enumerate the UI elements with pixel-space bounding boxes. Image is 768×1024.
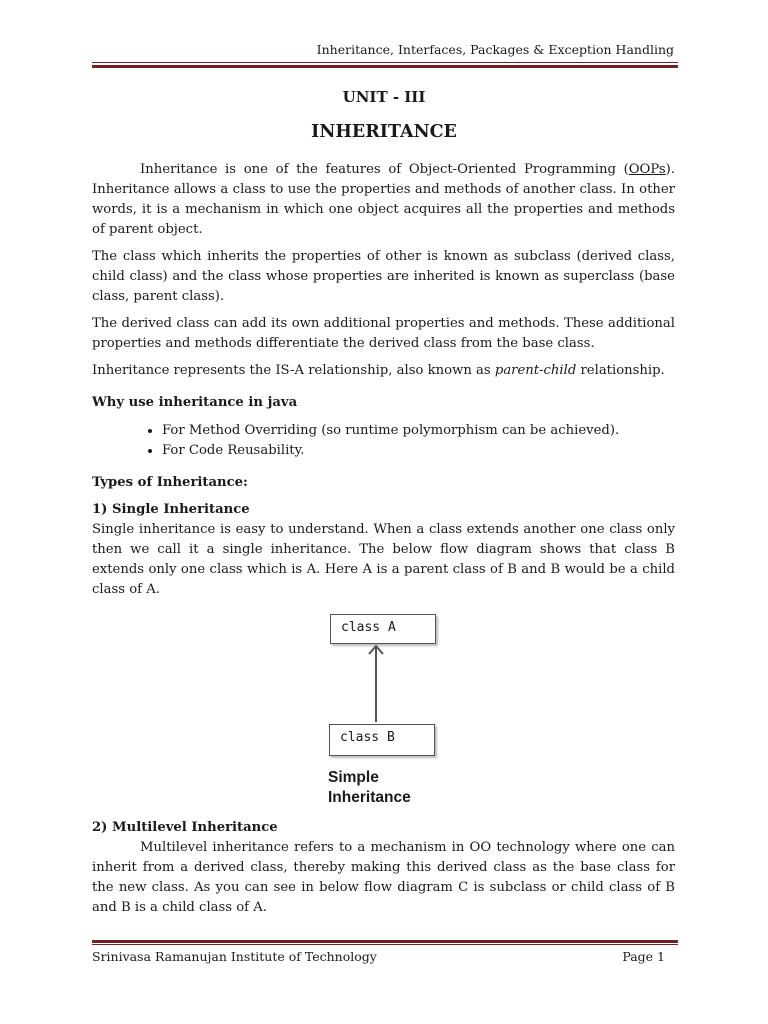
multilevel-paragraph: Multilevel inheritance refers to a mechanism in OO technology where one can inherit from a derived class, thereby making this derived class as the base class for the new class. As you can see in below flow diagram C is subclass or child class of B and B is a child class of A. [92,840,675,915]
single-heading: 1) Single Inheritance [92,502,250,517]
diagram-caption: Simple Inheritance [328,769,411,806]
list-item: • For Method Overriding (so runtime polymorphism can be achieved). [162,421,675,441]
footer-rule-thin [92,944,678,945]
footer-institute: Srinivasa Ramanujan Institute of Technology [92,949,377,964]
document-body [92,160,675,925]
header-rule-thin [92,62,678,63]
multilevel-heading: 2) Multilevel Inheritance [92,820,278,835]
single-inheritance-diagram [92,608,675,808]
single-paragraph: Single inheritance is easy to understand. When a class extends another one class only then we call it a single inheritance. The below flow diagram shows that class B extends only one class which is A. Here A is a parent class of B and B would be a child class of A. [92,522,675,597]
page-number: Page 1 [622,949,665,964]
unit-heading: UNIT - III [342,88,426,106]
header-rule-thick [92,65,678,68]
running-header: Inheritance, Interfaces, Packages & Exception Handling [316,42,674,57]
types-heading: Types of Inheritance: [92,475,248,490]
class-a-box: class A [330,614,436,644]
intro-paragraph-4: Inheritance represents the IS-A relationship, also known as parent-child relationship. [92,363,665,378]
intro-paragraph-1: Inheritance is one of the features of Object-Oriented Programming (OOPs). Inheritance allows a class to use the properties and methods of another class. In other words, it is a mechanism in which one object acquires all the properties and methods of parent object. [92,162,675,237]
list-item: • For Code Reusability. [162,441,675,461]
oops-link[interactable]: OOPs [628,162,666,177]
why-list [92,421,675,461]
intro-paragraph-2: The class which inherits the properties of other is known as subclass (derived class, child class) and the class whose properties are inherited is known as superclass (base class, parent class). [92,249,675,304]
inheritance-arrow-icon [368,644,384,724]
why-heading: Why use inheritance in java [92,395,298,410]
footer-rule-thick [92,940,678,943]
page-title: INHERITANCE [311,122,457,142]
intro-paragraph-3: The derived class can add its own additional properties and methods. These additional properties and methods differentiate the derived class from the base class. [92,316,675,351]
class-b-box: class B [329,724,435,756]
